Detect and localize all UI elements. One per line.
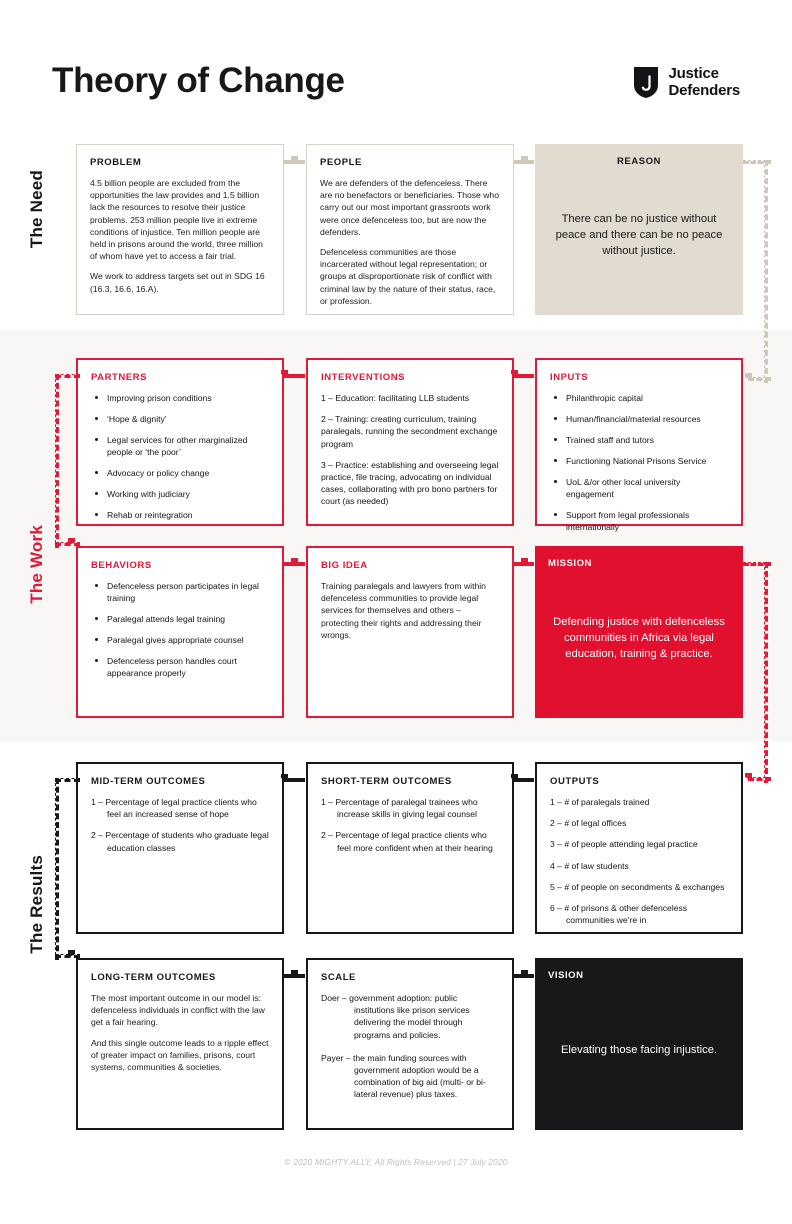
shield-j-icon bbox=[633, 66, 659, 99]
arrow-left-longterm bbox=[68, 950, 75, 958]
connector-reason-down bbox=[764, 160, 768, 383]
arrow-interventions-partners bbox=[281, 370, 288, 378]
box-long-term-outcomes-title: LONG-TERM OUTCOMES bbox=[91, 972, 216, 983]
list-item: 6 – # of prisons & other defenceless communities we’re in bbox=[550, 903, 688, 926]
box-people-title: PEOPLE bbox=[320, 157, 362, 168]
arrow-behaviors-bigidea bbox=[291, 558, 298, 566]
list-item: Payer – the main funding sources with government adoption would be a combination of big aid (multi- or bi-lateral revenue) plus taxes. bbox=[321, 1052, 486, 1100]
arrow-scale-vision bbox=[521, 970, 528, 978]
brand-logo-line2: Defenders bbox=[668, 81, 740, 99]
list-item: 4 – # of law students bbox=[550, 860, 629, 871]
connector-mission-down bbox=[764, 562, 768, 783]
box-people-p2: Defenceless communities are those incarcerated without legal representation; or groups at disproportionate risk of conflict with criminal law by the nature of their status, race, or profession. bbox=[320, 247, 496, 306]
list-item: Support from legal professionals internationally bbox=[550, 509, 728, 533]
list-item: Paralegal gives appropriate counsel bbox=[91, 634, 269, 646]
list-item: UoL &/or other local university engagement bbox=[550, 476, 728, 500]
box-short-term-outcomes-title: SHORT-TERM OUTCOMES bbox=[321, 776, 452, 787]
box-long-term-outcomes-p1: The most important outcome in our model is: defenceless individuals in conflict with the law get a fair hearing. bbox=[91, 993, 265, 1028]
box-big-idea bbox=[306, 546, 514, 718]
box-mission-title: MISSION bbox=[548, 558, 592, 569]
list-item: 1 – # of paralegals trained bbox=[550, 797, 650, 807]
list-item: ‘Hope & dignity’ bbox=[91, 413, 269, 425]
box-interventions bbox=[306, 358, 514, 526]
list-item: Philanthropic capital bbox=[550, 392, 728, 404]
list-item: Working with judiciary bbox=[91, 488, 269, 500]
box-outputs-title: OUTPUTS bbox=[550, 776, 600, 787]
list-item: Trained staff and tutors bbox=[550, 434, 728, 446]
connector-left-down bbox=[55, 374, 59, 548]
arrow-left-behaviors bbox=[68, 538, 75, 546]
list-item: Functioning National Prisons Service bbox=[550, 455, 728, 467]
box-behaviors-title: BEHAVIORS bbox=[91, 560, 152, 571]
box-long-term-outcomes-p2: And this single outcome leads to a ripple effect of greater impact on families, prisons, court systems, communities & societies. bbox=[91, 1037, 269, 1073]
list-item: Advocacy or policy change bbox=[91, 467, 269, 479]
arrow-bigidea-mission bbox=[521, 558, 528, 566]
arrow-shortterm-midterm bbox=[281, 774, 288, 782]
list-item: 2 – # of legal offices bbox=[550, 818, 627, 829]
box-short-term-outcomes-list bbox=[321, 796, 499, 854]
box-mid-term-outcomes-list bbox=[91, 796, 269, 854]
box-scale bbox=[306, 958, 514, 1130]
box-problem-title: PROBLEM bbox=[90, 157, 142, 168]
box-problem-p1: 4.5 billion people are excluded from the opportunities the law provides and 1.5 billion lack the resources to resolve their justice problems. 253 million people live in extreme conditions of injustice. Ten million people are held in prisons around the world, three million of whom have yet to access a fair trial. bbox=[90, 178, 263, 262]
list-item: 2 – Percentage of students who graduate legal education classes bbox=[91, 830, 269, 853]
box-big-idea-title: BIG IDEA bbox=[321, 560, 368, 571]
box-short-term-outcomes bbox=[306, 762, 514, 934]
list-item: Improving prison conditions bbox=[91, 392, 269, 404]
list-item: 3 – Practice: establishing and overseeing legal practice, file tracing, advocating on individual cases, collaborating with pro bono partners for court (as needed) bbox=[321, 459, 499, 507]
list-item: 5 – # of people on secondments & exchanges bbox=[550, 881, 725, 892]
box-inputs-title: INPUTS bbox=[550, 372, 589, 383]
arrow-mission-outputs bbox=[745, 773, 752, 781]
box-problem-p2: We work to address targets set out in SDG 16 (16.3, 16.6, 16.A). bbox=[90, 271, 265, 294]
box-big-idea-body bbox=[321, 580, 499, 641]
box-partners-list bbox=[91, 392, 269, 521]
brand-logo-line1: Justice bbox=[668, 65, 719, 83]
box-inputs bbox=[535, 358, 743, 533]
list-item: Human/financial/material resources bbox=[550, 413, 728, 425]
box-vision bbox=[535, 958, 743, 1130]
box-mission bbox=[535, 546, 743, 718]
box-long-term-outcomes-body bbox=[91, 992, 269, 1073]
box-vision-title: VISION bbox=[548, 970, 584, 981]
connector-results-left-down bbox=[55, 778, 59, 960]
box-mid-term-outcomes bbox=[76, 762, 284, 934]
brand-logo bbox=[633, 66, 740, 99]
box-inputs-list bbox=[550, 392, 728, 533]
list-item: 1 – Education: facilitating LLB students bbox=[321, 393, 470, 403]
box-outputs-list bbox=[550, 796, 728, 926]
arrow-people-reason bbox=[521, 156, 528, 164]
list-item: 2 – Training: creating curriculum, training paralegals, running the secondment exchange program bbox=[321, 414, 498, 449]
box-scale-list bbox=[321, 992, 499, 1101]
list-item: 1 – Percentage of legal practice clients who feel an increased sense of hope bbox=[91, 797, 257, 820]
section-label-the-need: The Need bbox=[27, 170, 46, 249]
brand-logo-text bbox=[668, 66, 740, 98]
box-reason bbox=[535, 144, 743, 315]
box-people-body bbox=[320, 177, 500, 307]
section-label-the-work: The Work bbox=[27, 525, 46, 604]
box-mid-term-outcomes-title: MID-TERM OUTCOMES bbox=[91, 776, 206, 787]
page-header bbox=[0, 0, 792, 130]
list-item: 3 – # of people attending legal practice bbox=[550, 839, 698, 850]
footer-copyright: © 2020 MIGHTY ALLY, All Rights Reserved | 27 July 2020 bbox=[284, 1157, 508, 1167]
box-people bbox=[306, 144, 514, 315]
list-item: Rehab or reintegration bbox=[91, 509, 269, 521]
arrow-outputs-shortterm bbox=[511, 774, 518, 782]
box-big-idea-p1: Training paralegals and lawyers from within defenceless communities to provide legal services for themselves and others – protecting their rights and addressing their wrongs. bbox=[321, 581, 486, 640]
box-reason-statement: There can be no justice without peace and there can be no peace without justice. bbox=[555, 212, 723, 258]
list-item: Doer – government adoption: public institutions like prison services delivering the model through programs and policies. bbox=[321, 993, 470, 1040]
box-behaviors-list bbox=[91, 580, 269, 679]
list-item: Legal services for other marginalized people or ‘the poor’ bbox=[91, 434, 269, 458]
box-mission-statement: Defending justice with defenceless communities in Africa via legal education, training & practice. bbox=[553, 615, 725, 661]
list-item: 1 – Percentage of paralegal trainees who increase skills in giving legal counsel bbox=[321, 797, 478, 820]
box-people-p1: We are defenders of the defenceless. There are no benefactors or beneficiaries. Those who carry out our most important grassroots work were once defenceless too, but are now the defenders. bbox=[320, 178, 499, 237]
box-partners bbox=[76, 358, 284, 526]
box-problem bbox=[76, 144, 284, 315]
box-long-term-outcomes bbox=[76, 958, 284, 1130]
list-item: Defenceless person participates in legal training bbox=[91, 580, 269, 604]
arrow-problem-people bbox=[291, 156, 298, 164]
box-problem-body bbox=[90, 177, 270, 295]
section-label-the-results: The Results bbox=[27, 855, 46, 954]
box-interventions-title: INTERVENTIONS bbox=[321, 372, 406, 383]
arrow-inputs-interventions bbox=[511, 370, 518, 378]
box-reason-title: REASON bbox=[617, 156, 661, 167]
box-interventions-list bbox=[321, 392, 499, 508]
list-item: Defenceless person handles court appearance properly bbox=[91, 655, 269, 679]
box-vision-statement: Elevating those facing injustice. bbox=[560, 1043, 718, 1056]
list-item: Paralegal attends legal training bbox=[91, 613, 269, 625]
box-outputs bbox=[535, 762, 743, 934]
page-title: Theory of Change bbox=[52, 61, 345, 100]
box-partners-title: PARTNERS bbox=[91, 372, 147, 383]
arrow-longterm-scale bbox=[291, 970, 298, 978]
box-behaviors bbox=[76, 546, 284, 718]
list-item: 2 – Percentage of legal practice clients who feel more confident when at their hearing bbox=[321, 830, 493, 853]
arrow-reason-inputs bbox=[745, 373, 752, 381]
box-scale-title: SCALE bbox=[321, 972, 356, 983]
